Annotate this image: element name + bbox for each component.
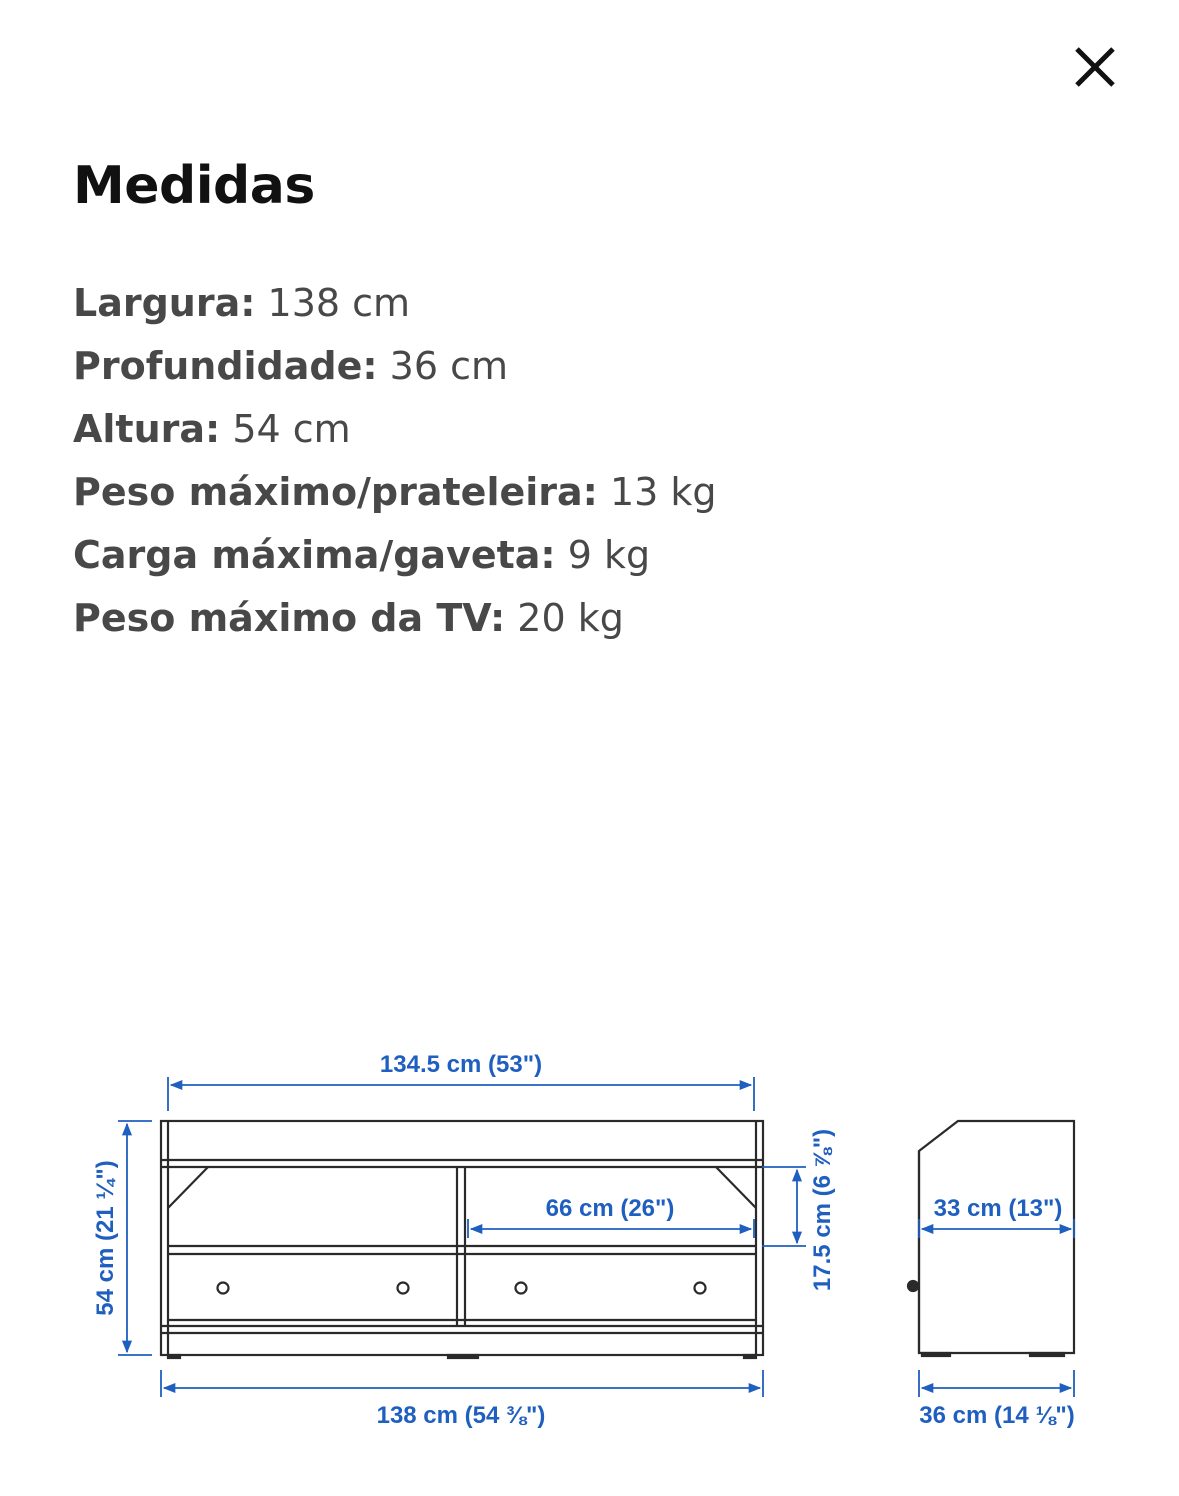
spec-height — [73, 398, 717, 461]
front-view — [161, 1121, 763, 1358]
spec-label: Peso máximo/prateleira: — [73, 470, 598, 514]
dim-drawer-width-label: 66 cm (26") — [545, 1195, 675, 1222]
close-button[interactable] — [1064, 36, 1126, 98]
spec-label: Peso máximo da TV: — [73, 596, 506, 640]
page-title: Medidas — [73, 156, 315, 216]
spec-label: Profundidade: — [73, 344, 378, 388]
spec-depth — [73, 335, 717, 398]
specs-list — [73, 272, 717, 650]
side-view — [908, 1121, 1074, 1356]
spec-value: 54 cm — [232, 407, 351, 451]
spec-label: Carga máxima/gaveta: — [73, 533, 556, 577]
dim-drawer-height-label: 17.5 cm (6 ⅞") — [809, 1128, 836, 1292]
dim-inner-width-label: 134.5 cm (53") — [379, 1051, 543, 1078]
spec-label: Largura: — [73, 281, 256, 325]
spec-width — [73, 272, 717, 335]
spec-value: 36 cm — [389, 344, 509, 388]
dim-height-label: 54 cm (21 ¼") — [92, 1160, 119, 1316]
spec-label: Altura: — [73, 407, 221, 451]
spec-value: 13 kg — [609, 470, 717, 514]
spec-max-weight-tv — [73, 587, 717, 650]
dim-inner-depth-label: 33 cm (13") — [933, 1195, 1063, 1222]
dimension-diagram — [0, 1020, 1179, 1496]
spec-value: 138 cm — [267, 281, 411, 325]
spec-max-load-drawer — [73, 524, 717, 587]
close-icon — [1073, 45, 1117, 89]
spec-value: 9 kg — [567, 533, 651, 577]
dimension-lines — [118, 1077, 1074, 1397]
dim-total-width-label: 138 cm (54 ⅜") — [376, 1402, 546, 1429]
dim-total-depth-label: 36 cm (14 ⅛") — [919, 1402, 1075, 1429]
spec-max-weight-shelf — [73, 461, 717, 524]
spec-value: 20 kg — [517, 596, 624, 640]
